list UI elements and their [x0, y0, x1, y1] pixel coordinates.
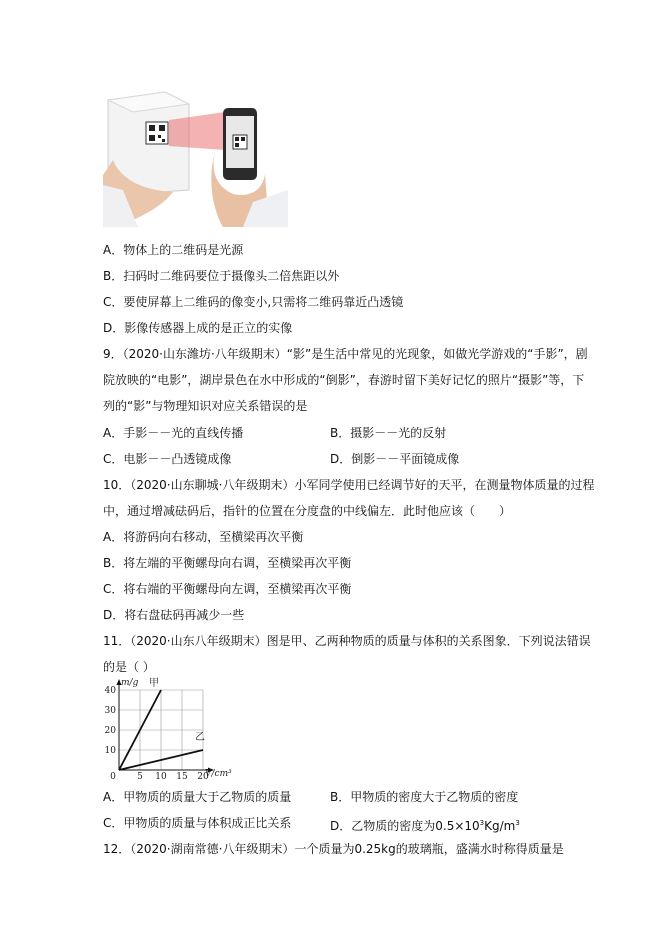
q11-option-c: C．甲物质的质量与体积成正比关系 [103, 816, 292, 830]
q9-option-d: D．倒影－－平面镜成像 [330, 452, 460, 466]
q10-option-a: A．将游码向右移动，至横梁再次平衡 [103, 530, 304, 544]
q11-stem-line-1: 11．（2020·山东八年级期末）图是甲、乙两种物质的质量与体积的关系图象．下列说法错误 [103, 634, 591, 648]
q12-stem-value: 0.25kg [354, 842, 396, 856]
y-tick-label: 20 [104, 726, 116, 736]
q9-option-b: B．摄影－－光的反射 [330, 426, 447, 440]
mass-volume-chart [103, 676, 233, 782]
q11-option-d [330, 815, 520, 834]
q11-option-d-text: D．乙物质的密度为0.5×10 [330, 819, 480, 833]
series-label-2: 乙 [195, 732, 205, 743]
q10-option-d: D．将右盘砝码再减少一些 [103, 608, 245, 622]
q8-option-c: C．要使屏幕上二维码的像变小,只需将二维码靠近凸透镜 [103, 295, 404, 309]
q11-option-d-exp: 3 [479, 819, 485, 827]
q9-stem-line-3: 列的“影”与物理知识对应关系错误的是 [103, 399, 308, 413]
q12-stem [103, 841, 564, 857]
y-tick-label: 10 [104, 746, 116, 756]
x-tick-label: 10 [155, 772, 167, 782]
q12-stem-suffix: 的玻璃瓶，盛满水时称得质量是 [395, 842, 564, 856]
q9-stem-line-1: 9．（2020·山东潍坊·八年级期末）“影”是生活中常见的光现象，如做光学游戏的“手影”，剧 [103, 347, 588, 361]
q10-stem-line-2: 中，通过增减砝码后，指针的位置在分度盘的中线偏左．此时他应该（ ） [103, 504, 512, 518]
q8-option-b: B．扫码时二维码要位于摄像头二倍焦距以外 [103, 269, 340, 283]
q11-option-b: B．甲物质的密度大于乙物质的密度 [330, 790, 519, 804]
qr-scan-photo [103, 90, 288, 227]
q10-stem-line-1: 10．（2020·山东聊城·八年级期末）小军同学使用已经调节好的天平，在测量物体质量的过程 [103, 478, 595, 492]
y-tick-label: 40 [104, 686, 116, 696]
q11-stem-line-2: 的是（ ） [103, 660, 155, 674]
q9-option-c: C．电影－－凸透镜成像 [103, 452, 232, 466]
q8-option-a: A．物体上的二维码是光源 [103, 243, 244, 257]
series-label-1: 甲 [149, 678, 159, 689]
q9-stem-line-2: 院放映的“电影”，湖岸景色在水中形成的“倒影”，春游时留下美好记忆的照片“摄影”等，下 [103, 373, 585, 387]
y-tick-label: 30 [104, 706, 116, 716]
x-tick-label: 5 [137, 772, 143, 782]
x-tick-label: 15 [176, 772, 188, 782]
q12-stem-prefix: 12．（2020·湖南常德·八年级期末）一个质量为 [103, 842, 355, 856]
q10-option-b: B．将左端的平衡螺母向右调，至横梁再次平衡 [103, 556, 352, 570]
q8-option-d: D．影像传感器上成的是正立的实像 [103, 321, 293, 335]
q11-option-a: A．甲物质的质量大于乙物质的质量 [103, 790, 292, 804]
q9-option-a: A．手影－－光的直线传播 [103, 426, 244, 440]
x-axis-label: V/cm³ [205, 769, 232, 779]
q10-option-c: C．将右端的平衡螺母向左调，至横梁再次平衡 [103, 582, 352, 596]
y-axis-label: m/g [121, 678, 139, 688]
x-tick-label: 0 [110, 772, 116, 782]
x-tick-label: 20 [197, 772, 209, 782]
q11-option-d-unit-exp: 3 [515, 819, 520, 827]
q11-option-d-unit: Kg/m [484, 819, 516, 833]
